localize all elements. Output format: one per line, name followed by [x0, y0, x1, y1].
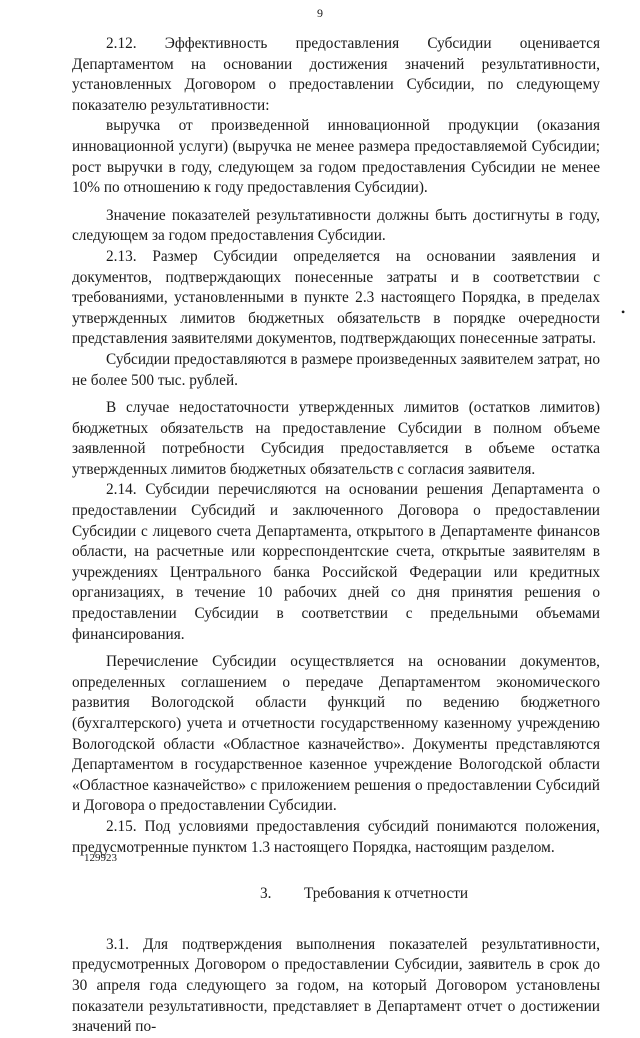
paragraph-3-1: 3.1. Для подтверждения выполнения показателей результативности, предусмотренных Договором о предоставлении Субсидии, заявитель в срок до 30 апреля года следующего за годом, на который Договором установлены показатели результативности, представляет в Департамент отчет о достижении значений по- [72, 935, 600, 1036]
section-title: Требования к отчетности [304, 885, 469, 903]
section-number: 3. [260, 885, 272, 903]
page-number: 9 [317, 6, 323, 20]
paragraph-subsidy-amount: Субсидии предоставляются в размере произведенных заявителем затрат, но не более 500 тыс. рублей. [72, 350, 600, 389]
paragraph-indicator-values: Значение показателей результативности должны быть достигнуты в году, следующем за годом предоставления Субсидии. [72, 206, 600, 245]
paragraph-2-15: 2.15. Под условиями предоставления субсидий понимаются положения, предусмотренные пунктом 1.3 настоящего Порядка, настоящим разделом. [72, 817, 600, 856]
paragraph-insufficient-limits: В случае недостаточности утвержденных лимитов (остатков лимитов) бюджетных обязательств на предоставление Субсидии в полном объеме заявленной потребности Субсидия предоставляется в объеме остатка утвержденных лимитов бюджетных обязательств с согласия заявителя. [72, 399, 600, 478]
section-heading [72, 884, 600, 905]
paragraph-2-12: 2.12. Эффективность предоставления Субсидии оценивается Департаментом на основании достижения значений результативности, установленных Договором о предоставлении Субсидии, по следующему показателю результативности: [72, 35, 600, 114]
paragraph-2-13: 2.13. Размер Субсидии определяется на основании заявления и документов, подтверждающих понесенные затраты и в соответствии с требованиями, установленными в пункте 2.3 настоящего Порядка, в пределах утвержденных лимитов бюджетных обязательств в порядке очередности представления заявителями документов, подтверждающих понесенные затраты. [72, 247, 600, 348]
margin-dot-mark: • [621, 305, 626, 319]
paragraph-2-14: 2.14. Субсидии перечисляются на основании решения Департамента о предоставлении Субсидий и заключенного Договора о предоставлении Субсидии с лицевого счета Департамента, открытого в Департаменте финансов области, на расчетные или корреспондентские счета, открытые заявителям в учреждениях Центрального банка Российской Федерации или кредитных организациях, в течение 10 рабочих дней со дня принятия решения о предоставлении Субсидии в соответствии с предельными объемами финансирования. [72, 481, 600, 643]
document-body [72, 34, 600, 1038]
paragraph-revenue-indicator: выручка от произведенной инновационной продукции (оказания инновационной услуги) (выручка не менее размера предоставляемой Субсидии; рост выручки в году, следующем за годом предоставления Субсидии не менее 10% по отношению к году предоставления Субсидии). [72, 117, 600, 197]
paragraph-transfer-documents: Перечисление Субсидии осуществляется на основании документов, определенных соглашением о передаче Департаментом экономического развития Вологодской области функций по ведению бюджетного (бухгалтерского) учета и отчетности государственному казенному учреждению Вологодской области «Областное казначейство». Документы представляются Департаментом в государственное казенное учреждение Вологодской области «Областное казначейство» с приложением решения о предоставлении Субсидий и Договора о предоставлении Субсидии. [72, 653, 600, 815]
footer-document-code: 129923 [84, 852, 117, 864]
